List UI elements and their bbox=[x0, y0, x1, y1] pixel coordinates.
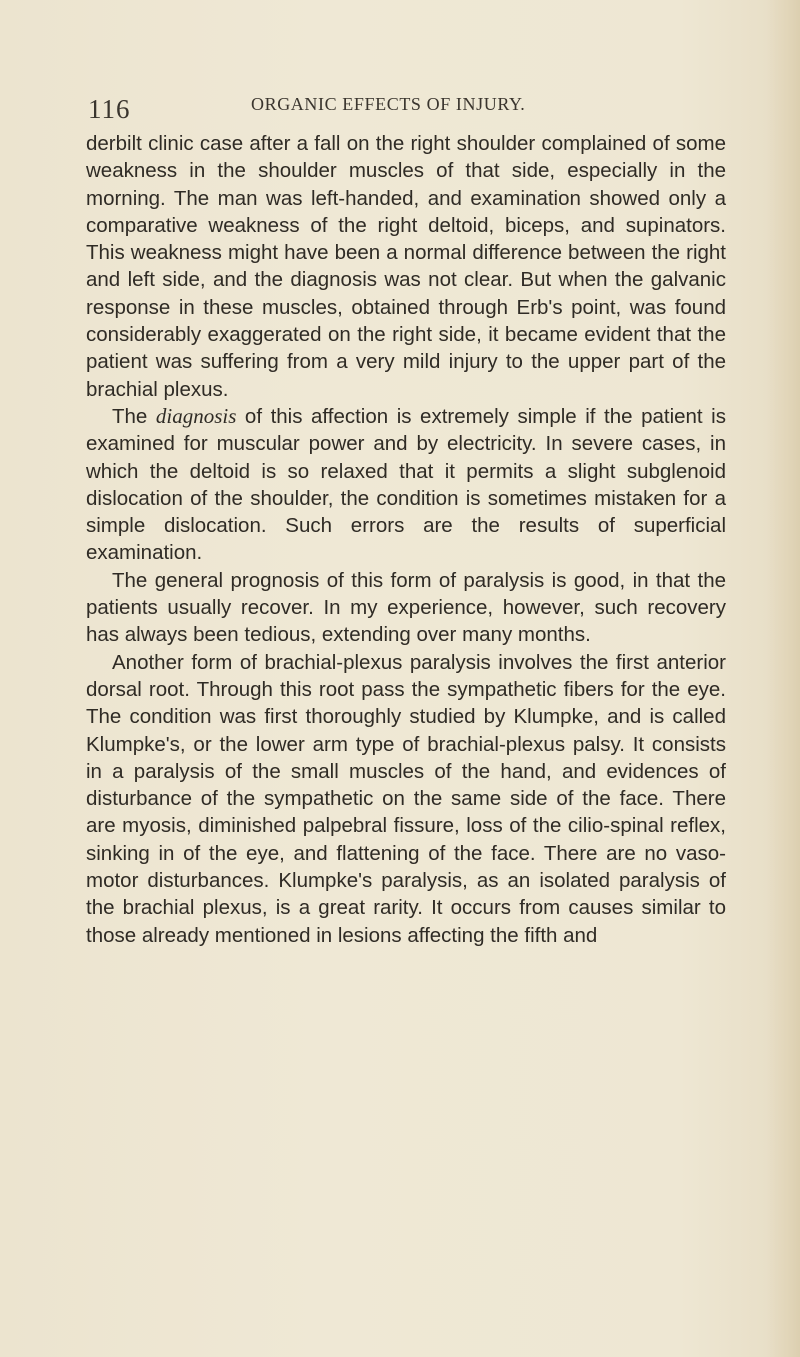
paragraph-2 bbox=[86, 403, 726, 567]
paragraph-2-start: The bbox=[112, 404, 156, 428]
page-number: 116 bbox=[88, 94, 131, 124]
paragraph-2-italic: diagnosis bbox=[155, 403, 237, 428]
paragraph-1: derbilt clinic case after a fall on the right shoulder complained of some weakness in the shoulder muscles of that side, especially in the morning. The man was left-handed, and examination showed only a comparative weakness of the right deltoid, biceps, and supinators. This weakness might have been a normal difference between the right and left side, and the diagnosis was not clear. But when the galvanic response in these muscles, obtained through Erb's point, was found considerably exaggerated on the right side, it became evident that the patient was suffering from a very mild injury to the upper part of the brachial plexus. bbox=[86, 132, 726, 401]
paragraph-3: The general prognosis of this form of paralysis is good, in that the patients usually recover. In my experience, however, such recovery has always been tedious, extending over many months. bbox=[86, 568, 726, 647]
running-head: ORGANIC EFFECTS OF INJURY. bbox=[251, 94, 526, 114]
paragraph-2-rest: of this affection is extremely simple if the patient is examined for muscular power and by electricity. In severe cases, in which the deltoid is so relaxed that it permits a slight subglenoid dislocation of the shoulder, the condition is sometimes mistaken for a simple dislocation. Such errors are the results of superficial examination. bbox=[86, 404, 726, 565]
page-edge-shading bbox=[766, 0, 800, 1357]
page-header bbox=[88, 88, 728, 128]
paragraph-4: Another form of brachial-plexus paralysis involves the first anterior dorsal root. Through this root pass the sympathetic fibers for the eye. The condition was first thoroughly studied by Klumpke, and is called Klumpke's, or the lower arm type of brachial-plexus palsy. It consists in a paralysis of the small muscles of the hand, and evidences of disturbance of the sympathetic on the same side of the face. There are myosis, diminished palpebral fissure, loss of the cilio-spinal reflex, sinking in of the eye, and flattening of the face. There are no vaso-motor disturbances. Klumpke's paralysis, as an isolated paralysis of the brachial plexus, is a great rarity. It occurs from causes similar to those already mentioned in lesions affecting the fifth and bbox=[86, 650, 726, 947]
body-text bbox=[86, 130, 726, 949]
